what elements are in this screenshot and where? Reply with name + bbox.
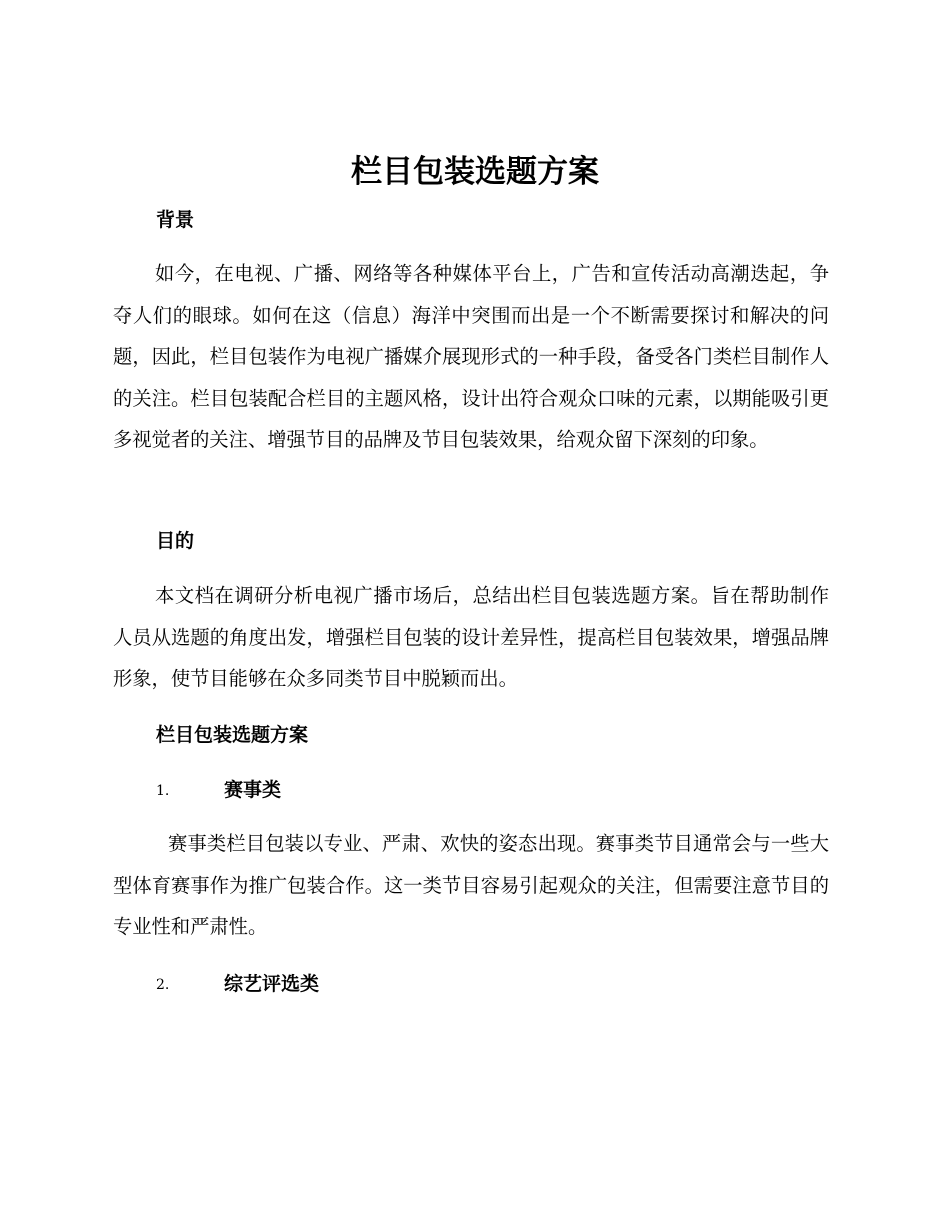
section-heading-purpose: 目的 bbox=[156, 530, 195, 552]
background-paragraph: 如今，在电视、广播、网络等各种媒体平台上，广告和宣传活动高潮迭起，争夺人们的眼球。如何在这（信息）海洋中突围而出是一个不断需要探讨和解决的问题，因此，栏目包装作为电视广播媒介展现形式的一种手段，备受各门类栏目制作人的关注。栏目包装配合栏目的主题风格，设计出符合观众口味的元素，以期能吸引更多视觉者的关注、增强节目的品牌及节目包装效果，给观众留下深刻的印象。 bbox=[113, 262, 829, 452]
section-heading-plan: 栏目包装选题方案 bbox=[156, 724, 309, 746]
item-number: 1. bbox=[156, 783, 170, 799]
purpose-paragraph: 本文档在调研分析电视广播市场后，总结出栏目包装选题方案。旨在帮助制作人员从选题的角度出发，增强栏目包装的设计差异性，提高栏目包装效果，增强品牌形象，使节目能够在众多同类节目中脱颖而出。 bbox=[113, 584, 829, 691]
document-title: 栏目包装选题方案 bbox=[351, 154, 599, 190]
item-label: 综艺评选类 bbox=[224, 973, 320, 995]
sports-paragraph: 赛事类栏目包装以专业、严肃、欢快的姿态出现。赛事类节目通常会与一些大型体育赛事作为推广包装合作。这一类节目容易引起观众的关注，但需要注意节目的专业性和严肃性。 bbox=[113, 832, 829, 939]
item-number: 2. bbox=[156, 977, 170, 993]
section-heading-background: 背景 bbox=[156, 209, 195, 231]
item-label: 赛事类 bbox=[224, 779, 282, 801]
